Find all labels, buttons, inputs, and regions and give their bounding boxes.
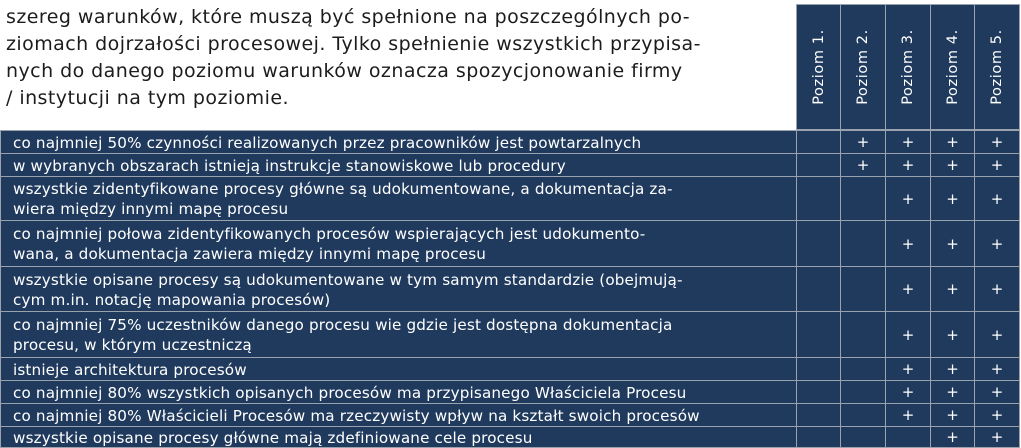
empty-level-cell — [885, 426, 931, 448]
plus-mark: + — [901, 156, 915, 174]
level-mark-cell — [930, 426, 975, 448]
empty-level-cell — [840, 220, 886, 267]
level-mark-cell — [974, 311, 1020, 358]
criterion-text: co najmniej połowa zidentyfikowanych procesów wspierających jest udokumento- — [13, 225, 646, 243]
level-mark-cell — [885, 176, 931, 221]
criterion-text: procesu, w którym uczestniczą — [13, 336, 252, 354]
level-mark-cell — [930, 220, 975, 267]
level-mark-cell — [885, 311, 931, 358]
criterion-text: wana, a dokumentacja zawiera między innymi mapę procesu — [13, 245, 487, 263]
table-row — [0, 220, 1021, 267]
plus-mark: + — [990, 234, 1004, 253]
table-row — [0, 266, 1021, 312]
empty-level-cell — [840, 403, 886, 427]
level-header-label: Poziom 3. — [900, 29, 916, 105]
level-mark-cell — [885, 380, 931, 404]
plus-mark: + — [946, 360, 959, 378]
empty-level-cell — [796, 176, 841, 221]
criterion-cell — [0, 380, 797, 404]
level-mark-cell — [974, 153, 1020, 177]
table-row — [0, 130, 1021, 154]
level-mark-cell — [930, 266, 975, 312]
intro-line: nych do danego poziomu warunków oznacza spozycjonowanie firmy — [6, 60, 683, 82]
level-mark-cell — [974, 266, 1020, 312]
empty-level-cell — [796, 153, 841, 177]
empty-level-cell — [840, 311, 886, 358]
plus-mark: + — [901, 360, 915, 378]
criterion-cell — [0, 176, 797, 221]
level-header — [930, 4, 975, 130]
level-header — [840, 4, 886, 130]
criterion-text: wszystkie zidentyfikowane procesy główne są udokumentowane, a dokumentacja za- — [13, 180, 673, 198]
plus-mark: + — [856, 133, 870, 151]
plus-mark: + — [946, 428, 959, 446]
level-mark-cell — [840, 130, 886, 154]
empty-level-cell — [840, 380, 886, 404]
criterion-text: wiera między innymi mapę procesu — [13, 200, 289, 218]
criterion-cell — [0, 153, 797, 177]
criterion-text: istnieje architektura procesów — [13, 360, 247, 379]
plus-mark: + — [990, 406, 1004, 424]
table-row — [0, 176, 1021, 221]
criterion-cell — [0, 357, 797, 381]
criterion-text: wszystkie opisane procesy główne mają zdefiniowane cele procesu — [13, 428, 533, 447]
level-header — [796, 4, 841, 130]
level-mark-cell — [974, 426, 1020, 448]
level-mark-cell — [885, 266, 931, 312]
empty-level-cell — [840, 357, 886, 381]
empty-level-cell — [796, 311, 841, 358]
empty-level-cell — [796, 426, 841, 448]
level-mark-cell — [930, 153, 975, 177]
table-row — [0, 153, 1021, 177]
level-mark-cell — [974, 357, 1020, 381]
table-row — [0, 403, 1021, 427]
criterion-cell — [0, 426, 797, 448]
level-mark-cell — [840, 153, 886, 177]
plus-mark: + — [990, 325, 1004, 344]
table-row — [0, 311, 1021, 358]
plus-mark: + — [946, 280, 959, 298]
plus-mark: + — [946, 406, 959, 424]
empty-level-cell — [796, 403, 841, 427]
plus-mark: + — [990, 383, 1004, 401]
empty-level-cell — [840, 176, 886, 221]
criterion-cell — [0, 311, 797, 358]
level-mark-cell — [930, 130, 975, 154]
criterion-text: co najmniej 50% czynności realizowanych przez pracowników jest powtarzalnych — [13, 133, 642, 152]
plus-mark: + — [901, 325, 915, 344]
level-header-label: Poziom 5. — [989, 29, 1005, 105]
level-mark-cell — [885, 357, 931, 381]
intro-line: ziomach dojrzałości procesowej. Tylko spełnienie wszystkich przypisa- — [6, 33, 701, 55]
level-mark-cell — [885, 220, 931, 267]
level-header — [974, 4, 1020, 130]
criterion-text: co najmniej 80% wszystkich opisanych procesów ma przypisanego Właściciela Procesu — [13, 383, 687, 402]
level-mark-cell — [974, 380, 1020, 404]
plus-mark: + — [946, 156, 959, 174]
criterion-text: co najmniej 75% uczestników danego procesu wie gdzie jest dostępna dokumentacja — [13, 316, 673, 334]
plus-mark: + — [990, 280, 1004, 298]
empty-level-cell — [796, 220, 841, 267]
criterion-text: co najmniej 80% Właścicieli Procesów ma rzeczywisty wpływ na kształt swoich procesów — [13, 406, 700, 425]
plus-mark: + — [990, 189, 1004, 208]
criterion-text: cym m.in. notację mapowania procesów) — [13, 290, 331, 309]
empty-level-cell — [840, 266, 886, 312]
empty-level-cell — [840, 426, 886, 448]
intro-line: szereg warunków, które muszą być spełnione na poszczególnych po- — [6, 6, 691, 28]
table-row — [0, 380, 1021, 404]
plus-mark: + — [990, 133, 1004, 151]
level-header — [885, 4, 931, 130]
plus-mark: + — [990, 156, 1004, 174]
level-mark-cell — [930, 176, 975, 221]
criterion-cell — [0, 130, 797, 154]
plus-mark: + — [946, 383, 959, 401]
level-mark-cell — [974, 220, 1020, 267]
plus-mark: + — [901, 406, 915, 424]
plus-mark: + — [901, 133, 915, 151]
plus-mark: + — [856, 156, 870, 174]
level-mark-cell — [885, 403, 931, 427]
level-mark-cell — [930, 357, 975, 381]
plus-mark: + — [946, 189, 959, 208]
empty-level-cell — [796, 380, 841, 404]
level-mark-cell — [930, 403, 975, 427]
plus-mark: + — [901, 234, 915, 253]
plus-mark: + — [901, 280, 915, 298]
level-mark-cell — [885, 130, 931, 154]
level-header-label: Poziom 1. — [810, 29, 827, 105]
criterion-text: w wybranych obszarach istnieją instrukcje stanowiskowe lub procedury — [13, 156, 566, 175]
intro-paragraph — [6, 4, 766, 112]
table-row — [0, 357, 1021, 381]
plus-mark: + — [946, 325, 959, 344]
level-mark-cell — [885, 153, 931, 177]
level-mark-cell — [974, 130, 1020, 154]
empty-level-cell — [796, 266, 841, 312]
criterion-text: wszystkie opisane procesy są udokumentowane w tym samym standardzie (obejmują- — [13, 270, 683, 289]
plus-mark: + — [901, 383, 915, 401]
level-mark-cell — [930, 380, 975, 404]
level-mark-cell — [974, 403, 1020, 427]
level-mark-cell — [974, 176, 1020, 221]
table-row — [0, 426, 1021, 448]
plus-mark: + — [946, 234, 959, 253]
criterion-cell — [0, 266, 797, 312]
empty-level-cell — [796, 130, 841, 154]
plus-mark: + — [901, 189, 915, 208]
level-mark-cell — [930, 311, 975, 358]
empty-level-cell — [796, 357, 841, 381]
criterion-cell — [0, 403, 797, 427]
criterion-cell — [0, 220, 797, 267]
plus-mark: + — [946, 133, 959, 151]
plus-mark: + — [990, 360, 1004, 378]
plus-mark: + — [990, 428, 1004, 446]
level-header-label: Poziom 4. — [944, 29, 961, 105]
intro-line: / instytucji na tym poziomie. — [6, 87, 289, 109]
level-header-label: Poziom 2. — [855, 29, 871, 105]
